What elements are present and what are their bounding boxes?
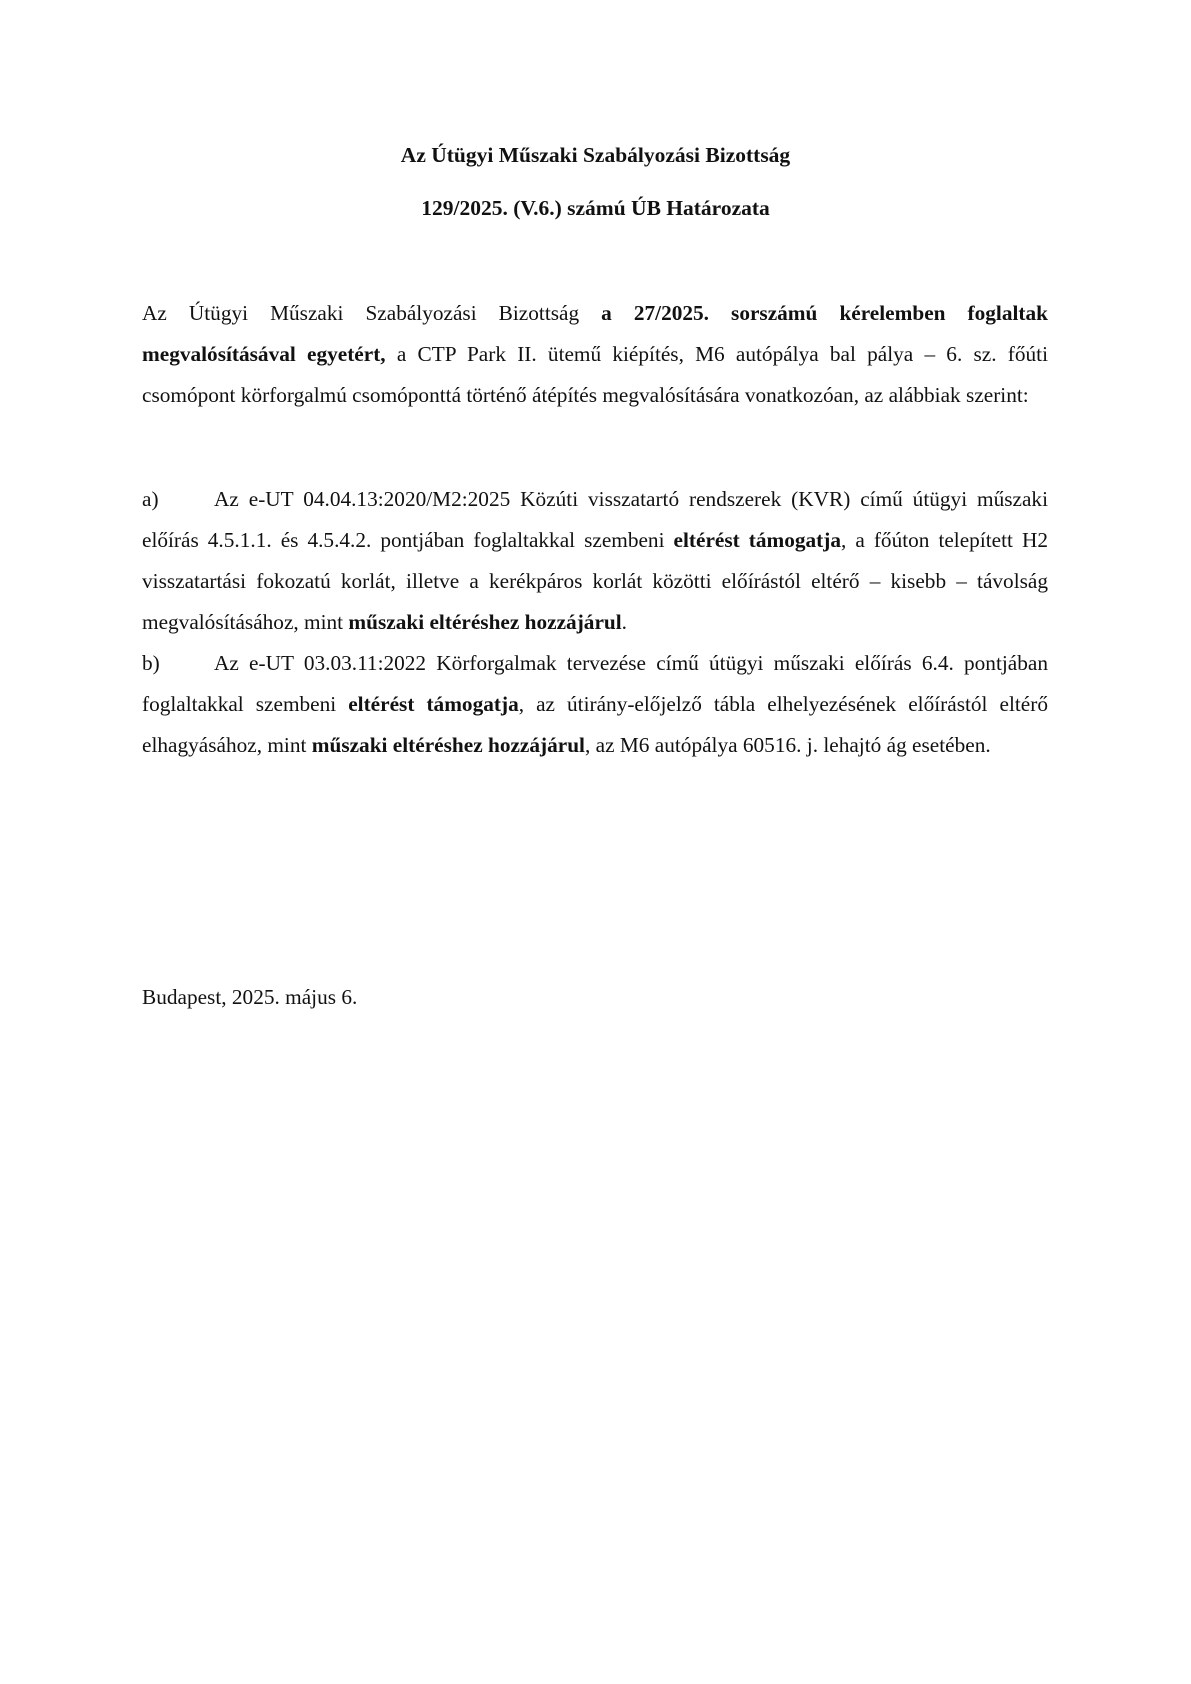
document-title <box>0 140 1191 246</box>
item-text: Az e-UT 04.04.13:2020/M2:2025 Közúti visszatartó rendszerek (KVR) című útügyi műszaki előírás 4.5.1.1. és 4.5.4.2. pontjában foglaltakkal szembeni <box>142 487 1048 552</box>
title-committee: Az Útügyi Műszaki Szabályozási Bizottság <box>400 143 791 167</box>
title-resolution-number: 129/2025. (V.6.) számú ÚB Határozata <box>421 196 770 220</box>
item-bold: műszaki eltéréshez hozzájárul <box>348 610 622 634</box>
item-label: a) <box>142 487 159 511</box>
decision-item-a <box>142 479 1048 643</box>
item-bold: eltérést támogatja <box>673 528 842 552</box>
item-text: . <box>621 610 627 634</box>
place-and-date: Budapest, 2025. május 6. <box>142 985 358 1009</box>
decision-items <box>142 479 1048 766</box>
item-label: b) <box>142 651 160 675</box>
intro-text-1: Az Útügyi Műszaki Szabályozási Bizottság <box>142 301 602 325</box>
item-bold: eltérést támogatja <box>348 692 519 716</box>
item-bold: műszaki eltéréshez hozzájárul <box>311 733 585 757</box>
item-text: , az M6 autópálya 60516. j. lehajtó ág esetében. <box>584 733 991 757</box>
intro-text-2: a CTP Park II. ütemű kiépítés, M6 autópálya bal pálya – 6. sz. főúti csomópont körforgalmú csomóponttá történő átépítés megvalósítására vonatkozóan, az alábbiak szerint: <box>142 342 1048 407</box>
item-text: , az útirány-előjelző tábla elhelyezésének előírástól eltérő elhagyásához, mint <box>142 692 1048 757</box>
intro-bold-1: a 27/2025. sorszámú kérelemben foglaltak megvalósításával egyetért, <box>142 301 1049 366</box>
item-text: Az e-UT 03.03.11:2022 Körforgalmak tervezése című útügyi műszaki előírás 6.4. pontjában foglaltakkal szembeni <box>142 651 1048 716</box>
intro-paragraph <box>142 293 1048 416</box>
decision-item-b <box>142 643 1048 766</box>
item-text: , a főúton telepített H2 visszatartási fokozatú korlát, illetve a kerékpáros korlát közötti előírástól eltérő – kisebb – távolság megvalósításához, mint <box>142 528 1048 634</box>
